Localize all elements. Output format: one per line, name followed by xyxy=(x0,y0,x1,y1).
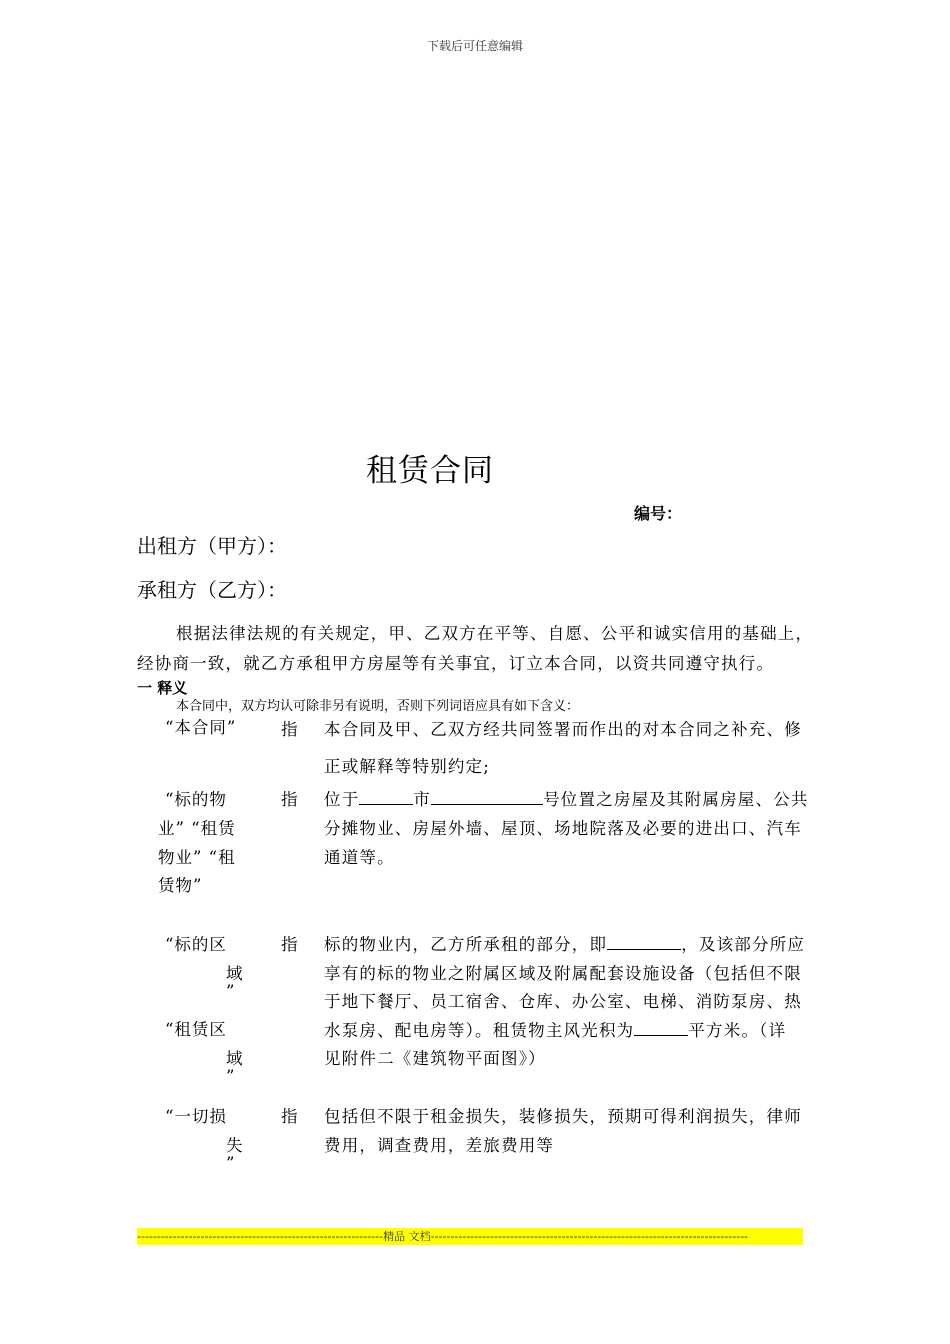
footer-dashes: -------------------------------------------------------------- xyxy=(137,1230,384,1243)
definition-line: 正或解释等特别约定; xyxy=(324,757,491,776)
term-line: “标的区 xyxy=(165,935,227,954)
definition-text: 标的物业内，乙方所承租的部分，即 xyxy=(324,935,608,954)
term-means-2: 指 xyxy=(281,790,298,809)
term-line: 域 xyxy=(226,964,244,983)
definition-line xyxy=(324,1017,786,1041)
lessee-label: 承租方（乙方）： xyxy=(137,578,287,602)
term-means-4: 指 xyxy=(281,1107,298,1126)
definition-line xyxy=(324,931,805,955)
preamble-line-1: 根据法律法规的有关规定，甲、乙双方在平等、自愿、公平和诚实信用的基础上， xyxy=(176,624,814,643)
term-means-3: 指 xyxy=(281,935,298,954)
blank-number xyxy=(431,790,543,805)
definition-line: 包括但不限于租金损失，装修损失，预期可得利润损失，律师 xyxy=(324,1107,802,1126)
term-means-1: 指 xyxy=(281,720,298,739)
serial-number-label: 编号： xyxy=(634,504,683,523)
footer-banner xyxy=(137,1228,803,1245)
term-line: ” xyxy=(226,1067,236,1086)
definition-text: 位于 xyxy=(324,790,360,809)
definition-line: 享有的标的物业之附属区域及附属配套设施设备（包括但不限 xyxy=(324,964,802,983)
definition-text: 平方米。（详 xyxy=(688,1021,787,1040)
definition-text: ，及该部分所应 xyxy=(681,935,806,954)
definition-line: 见附件二《建筑物平面图》） xyxy=(324,1049,546,1068)
term-line: 域 xyxy=(226,1049,244,1068)
lessor-label: 出租方（甲方）： xyxy=(137,534,287,558)
blank-city xyxy=(359,790,413,805)
blank-square-meters xyxy=(634,1021,688,1036)
definition-line: 分摊物业、房屋外墙、屋顶、场地院落及必要的进出口、汽车 xyxy=(324,819,802,838)
definition-line: 通道等。 xyxy=(324,848,395,867)
document-title: 租赁合同 xyxy=(366,453,494,489)
term-line: “租赁区 xyxy=(165,1020,227,1039)
definition-text: 号位置之房屋及其附属房屋、公共 xyxy=(543,790,809,809)
term-contract: “本合同” xyxy=(165,718,237,737)
term-line: 失 xyxy=(226,1136,244,1155)
term-line: 物业” “租 xyxy=(158,848,236,867)
term-line: “标的物 xyxy=(165,790,227,809)
term-line: “一切损 xyxy=(165,1107,227,1126)
term-line: 赁物” xyxy=(158,876,203,895)
section-intro: 本合同中，双方均认可除非另有说明，否则下列词语应具有如下含义： xyxy=(176,699,580,714)
definition-line: 于地下餐厅、员工宿舍、仓库、办公室、电梯、消防泵房、热 xyxy=(324,992,802,1011)
definition-text: 水泵房、配电房等）。租赁物主风光积为 xyxy=(324,1021,635,1040)
footer-dashes: -------------------------------------------------------------------------------- xyxy=(430,1230,749,1243)
term-line: ” xyxy=(226,982,236,1001)
header-note: 下载后可任意编辑 xyxy=(426,39,523,53)
section-heading: 一 释义 xyxy=(137,679,188,697)
definition-line: 本合同及甲、乙双方经共同签署而作出的对本合同之补充、修 xyxy=(324,720,802,739)
definition-line xyxy=(324,786,809,810)
term-line: ” xyxy=(226,1154,236,1173)
blank-area-name xyxy=(607,935,681,950)
term-line: 业” “租赁 xyxy=(158,819,236,838)
preamble-line-2: 经协商一致，就乙方承租甲方房屋等有关事宜，订立本合同，以资共同遵守执行。 xyxy=(137,654,775,673)
footer-label: 精品 文档 xyxy=(383,1230,431,1243)
definition-line: 费用，调查费用，差旅费用等 xyxy=(324,1136,555,1155)
definition-text: 市 xyxy=(413,790,432,809)
